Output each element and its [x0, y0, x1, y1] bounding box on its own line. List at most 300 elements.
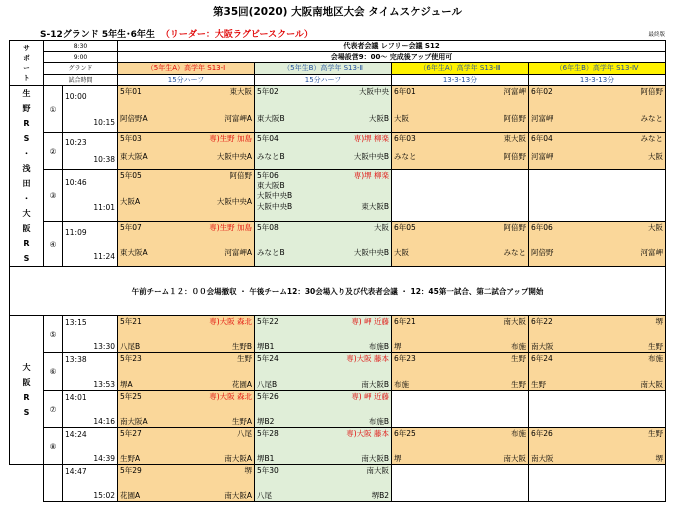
match-header: [529, 428, 665, 439]
match-code: 6年06: [531, 223, 553, 233]
match-teams: [255, 341, 391, 352]
away-team: 大阪: [648, 152, 664, 162]
match-start-time: 14:24: [65, 429, 87, 439]
side-team: みなと: [640, 134, 664, 144]
match-end-time: 14:39: [93, 453, 116, 463]
match-teams: [392, 113, 528, 124]
away-team: 花園A: [231, 380, 253, 389]
side-team: 河富岬: [503, 87, 527, 96]
match-number: [44, 465, 63, 502]
format-s13-1: 15分ハーフ: [118, 75, 255, 86]
match-end-time: 10:15: [93, 117, 116, 127]
match-number: ③: [44, 169, 63, 221]
match-teams: [118, 247, 254, 258]
match-code: 6年21: [394, 317, 416, 326]
match-start-time: 14:01: [65, 392, 87, 402]
home-team: 阿倍野: [531, 248, 554, 258]
match-time: [63, 391, 118, 428]
match-teams: [255, 151, 391, 162]
leader-label: （リーダー：大阪ラグビースクール）: [160, 30, 313, 40]
match-code: 5年05: [120, 170, 142, 180]
side-team-label: 生 野 R S ・ 浅 田 ・ 大 阪 R S: [10, 86, 44, 267]
match-header: [255, 86, 391, 97]
spacer: [529, 439, 665, 453]
setup-note: 会場設営9：00～ 完成後アップ使用可: [118, 52, 666, 63]
spacer: [392, 439, 528, 453]
match-header: [392, 222, 528, 233]
match-header: [392, 133, 528, 144]
match-code: 6年24: [531, 354, 553, 363]
version-label: 最終版: [648, 32, 665, 38]
match-number: ⑤: [44, 316, 63, 353]
away-team: 大阪中央B: [353, 248, 390, 258]
match-end-time: 14:16: [93, 416, 116, 426]
match-cell: [392, 316, 529, 353]
match-end-time: 10:38: [93, 155, 116, 165]
match-teams: [118, 379, 254, 390]
spacer: [255, 144, 391, 151]
home-team: 堺: [394, 454, 402, 463]
match-code: 6年25: [394, 429, 416, 438]
match-cell: [529, 428, 666, 465]
match-code: 5年22: [257, 317, 279, 326]
side-team: 阿倍野: [229, 170, 253, 180]
spacer: [529, 364, 665, 379]
empty-cell: [392, 169, 529, 221]
match-code: 5年29: [120, 466, 142, 475]
away-team: 堺: [655, 454, 664, 463]
spacer: [118, 233, 254, 247]
match-row: [10, 391, 666, 428]
match-start-time: 10:46: [65, 178, 87, 188]
away-team: 南大阪A: [224, 454, 253, 463]
match-cell: [118, 428, 255, 465]
match-time: [63, 316, 118, 353]
spacer: [255, 364, 391, 379]
referee-tag: 専)大阪 藤本: [346, 354, 390, 363]
match-start-time: 11:09: [65, 227, 87, 237]
match-teams: [529, 379, 665, 390]
empty-cell: [529, 465, 666, 502]
side-team: 堺: [655, 317, 664, 326]
match-header: [529, 316, 665, 327]
away-team: 阿倍野: [503, 114, 527, 123]
match-teams: [529, 113, 665, 124]
home-team: 堺B2: [257, 417, 275, 426]
spacer: [392, 144, 528, 151]
match-start-time: 13:38: [65, 354, 87, 364]
match-number: ⑧: [44, 428, 63, 465]
match-code: 6年26: [531, 429, 553, 438]
away-team: 河富岬A: [224, 114, 253, 123]
match-header: [118, 353, 254, 364]
match-number: ①: [44, 86, 63, 133]
match-teams: [529, 453, 665, 464]
match-header: [118, 86, 254, 97]
spacer: [118, 439, 254, 453]
away-team: 南大阪: [640, 380, 664, 389]
home-team: 八尾B: [257, 380, 278, 389]
match-cell: [255, 169, 392, 221]
side-team: 阿倍野: [640, 87, 664, 96]
extra-team-row: [255, 191, 391, 201]
home-team: 河富岬: [531, 152, 554, 162]
spacer: [118, 144, 254, 151]
match-code: 5年06: [257, 170, 279, 180]
away-team: 河富岬A: [224, 248, 253, 258]
match-header: [392, 86, 528, 97]
match-teams: [255, 490, 391, 501]
match-end-time: 15:02: [93, 490, 116, 500]
match-cell: [529, 316, 666, 353]
match-cell: [529, 222, 666, 267]
home-team: 八尾B: [120, 342, 141, 351]
match-cell: [255, 428, 392, 465]
match-time: [63, 133, 118, 169]
match-number: ④: [44, 222, 63, 267]
away-team: 布施: [511, 342, 527, 351]
match-header: [529, 353, 665, 364]
spacer: [118, 364, 254, 379]
page-subtitle: [40, 27, 313, 40]
home-team: 生野A: [120, 454, 141, 463]
match-header: [529, 133, 665, 144]
home-team: 東大阪B: [257, 114, 285, 123]
spacer: [392, 97, 528, 113]
away-team: 生野A: [231, 417, 253, 426]
away-team: 布施B: [368, 342, 390, 351]
away-team: 東大阪B: [361, 201, 390, 211]
match-header: [255, 465, 391, 476]
empty-cell: [529, 391, 666, 428]
match-start-time: 13:15: [65, 317, 87, 327]
support-label: サ ポ ー ト: [10, 41, 44, 86]
format-s13-2: 15分ハーフ: [255, 75, 392, 86]
match-code: 5年24: [257, 354, 279, 363]
home-team: 東大阪A: [120, 248, 148, 258]
match-code: 5年26: [257, 392, 279, 401]
spacer: [118, 327, 254, 341]
match-code: 6年01: [394, 87, 416, 96]
spacer: [392, 233, 528, 247]
match-code: 5年21: [120, 317, 142, 326]
match-row: [10, 169, 666, 221]
match-cell: [255, 316, 392, 353]
match-header: [255, 222, 391, 233]
ground-s13-1: （5年生A）高学年 S13-Ⅰ: [118, 63, 255, 75]
match-header: [255, 316, 391, 327]
match-header: [392, 353, 528, 364]
match-code: 6年23: [394, 354, 416, 363]
match-row: [10, 133, 666, 169]
match-cell: [392, 353, 529, 391]
home-team: 大阪: [394, 248, 410, 258]
match-cell: [255, 391, 392, 428]
home-team: 河富岬: [531, 114, 554, 123]
away-team: 河富岬: [640, 248, 664, 258]
spacer: [118, 476, 254, 490]
match-code: 5年04: [257, 134, 279, 144]
match-teams: [118, 113, 254, 124]
match-teams: [118, 490, 254, 501]
match-header: [255, 170, 391, 181]
time-830: 8:30: [44, 41, 118, 52]
home-team: 大阪中央B: [257, 201, 293, 211]
away-team: 大阪中央B: [353, 152, 390, 162]
match-code: 5年28: [257, 429, 279, 438]
match-teams: [255, 379, 391, 390]
match-cell: [118, 169, 255, 221]
spacer: [255, 327, 391, 341]
match-header: [118, 465, 254, 476]
match-cell: [529, 353, 666, 391]
away-team: 南大阪B: [361, 380, 390, 389]
ground-grade-label: S-12グランド 5年生･6年生: [40, 30, 155, 40]
empty-cell: [529, 169, 666, 221]
match-teams: [529, 151, 665, 162]
ground-s13-3: （6年生A）高学年 S13-Ⅲ: [392, 63, 529, 75]
match-header: [255, 428, 391, 439]
match-header: [255, 391, 391, 402]
match-code: 6年05: [394, 223, 416, 233]
match-cell: [118, 353, 255, 391]
spacer: [255, 97, 391, 113]
away-team: 南大阪: [503, 454, 527, 463]
match-header: [392, 428, 528, 439]
spacer: [529, 144, 665, 151]
referee-tag: 専)大阪 森北: [209, 392, 253, 401]
spacer: [529, 97, 665, 113]
side-team: 八尾: [237, 429, 253, 438]
match-time: [63, 86, 118, 133]
match-teams: [392, 247, 528, 258]
away-team: 阿倍野: [503, 152, 527, 162]
page-title: 第35回(2020) 大阪南地区大会 タイムスケジュール: [213, 6, 462, 18]
blank-side-cell: [10, 465, 44, 502]
noon-note: 午前チーム１２：００会場撤収 ・ 午後チーム12：30会場入り及び代表者会議 ・ 12：45第一試合、第二試合アップ開始: [10, 267, 666, 316]
match-cell: [118, 133, 255, 169]
away-team: みなと: [503, 248, 527, 258]
side-team: 堺: [244, 466, 253, 475]
format-s13-4: 13-3-13分: [529, 75, 666, 86]
match-number: ⑥: [44, 353, 63, 391]
match-time: [63, 353, 118, 391]
match-row: [10, 222, 666, 267]
spacer: [392, 327, 528, 341]
match-header: [255, 353, 391, 364]
side-team: 生野: [237, 354, 253, 363]
match-header: [118, 428, 254, 439]
match-teams: [392, 341, 528, 352]
match-time: [63, 222, 118, 267]
side-team-label: 大 阪 R S: [10, 316, 44, 465]
match-code: 5年03: [120, 134, 142, 144]
home-team: 花園A: [120, 491, 141, 500]
home-team: 堺B1: [257, 342, 275, 351]
away-team: 布施B: [368, 417, 390, 426]
match-teams: [255, 416, 391, 427]
match-code: 5年30: [257, 466, 279, 475]
extra-team-row: [255, 181, 391, 191]
match-cell: [118, 316, 255, 353]
home-team: 堺: [394, 342, 402, 351]
home-team: みなとB: [257, 152, 285, 162]
spacer: [255, 476, 391, 490]
spacer: [529, 233, 665, 247]
match-cell: [392, 86, 529, 133]
match-code: 5年08: [257, 223, 279, 233]
match-header: [529, 222, 665, 233]
away-team: 堺B2: [371, 491, 390, 500]
referee-tag: 専) 岬 近藤: [351, 392, 390, 401]
home-team: 大阪A: [120, 196, 141, 206]
match-code: 6年02: [531, 87, 553, 96]
match-teams: [255, 247, 391, 258]
away-team: 生野B: [231, 342, 253, 351]
match-cell: [392, 133, 529, 169]
home-team: 南大阪A: [120, 417, 148, 426]
match-teams: [392, 151, 528, 162]
match-header: [118, 170, 254, 181]
match-end-time: 13:30: [93, 341, 116, 351]
match-teams: [118, 416, 254, 427]
match-end-time: 11:24: [93, 251, 116, 261]
match-header: [392, 316, 528, 327]
away-team: 大阪中央A: [216, 152, 253, 162]
match-row: [10, 316, 666, 353]
match-code: 5年23: [120, 354, 142, 363]
match-row: [10, 465, 666, 502]
match-teams: [118, 341, 254, 352]
spacer: [118, 97, 254, 113]
extra-team: 大阪中央B: [257, 190, 293, 200]
ground-label: グランド: [44, 63, 118, 75]
format-s13-3: 13-3-13分: [392, 75, 529, 86]
away-team: 南大阪B: [361, 454, 390, 463]
side-team: 大阪: [648, 223, 664, 233]
referee-tag: 専)堺 柳楽: [353, 170, 390, 180]
match-teams: [118, 453, 254, 464]
match-header: [529, 86, 665, 97]
match-code: 5年01: [120, 87, 142, 96]
match-header: [118, 391, 254, 402]
match-teams: [255, 201, 391, 212]
match-header: [255, 133, 391, 144]
spacer: [255, 233, 391, 247]
match-start-time: 10:00: [65, 91, 87, 101]
spacer: [255, 439, 391, 453]
match-number: ②: [44, 133, 63, 169]
home-team: 布施: [394, 380, 410, 389]
referee-tag: 専)生野 加島: [209, 134, 253, 144]
referee-tag: 専)堺 柳楽: [353, 134, 390, 144]
match-header: [118, 133, 254, 144]
match-cell: [255, 465, 392, 502]
match-teams: [255, 453, 391, 464]
match-code: 5年27: [120, 429, 142, 438]
home-team: 堺A: [120, 380, 133, 389]
side-team: 南大阪: [366, 466, 390, 475]
match-cell: [392, 428, 529, 465]
home-team: 阿倍野A: [120, 114, 148, 123]
match-teams: [392, 379, 528, 390]
match-end-time: 11:01: [93, 203, 116, 213]
away-team: 大阪B: [368, 114, 390, 123]
match-cell: [118, 86, 255, 133]
match-cell: [255, 86, 392, 133]
match-time-label: 試合時間: [44, 75, 118, 86]
home-team: 南大阪: [531, 454, 554, 463]
match-start-time: 10:23: [65, 138, 87, 148]
spacer: [118, 402, 254, 416]
spacer: [529, 327, 665, 341]
match-cell: [392, 222, 529, 267]
match-cell: [118, 222, 255, 267]
match-number: ⑦: [44, 391, 63, 428]
home-team: 南大阪: [531, 342, 554, 351]
referee-tag: 専)大阪 藤本: [346, 429, 390, 438]
match-end-time: 13:53: [93, 379, 116, 389]
ground-s13-2: （5年生B）高学年 S13-Ⅱ: [255, 63, 392, 75]
match-row: [10, 86, 666, 133]
time-900: 9:00: [44, 52, 118, 63]
match-teams: [255, 113, 391, 124]
match-code: 6年04: [531, 134, 553, 144]
match-time: [63, 428, 118, 465]
noon-row: [10, 267, 666, 316]
match-time: [63, 465, 118, 502]
side-team: 阿倍野: [503, 223, 527, 233]
match-code: 6年22: [531, 317, 553, 326]
schedule-table: [9, 40, 666, 502]
side-team: 生野: [648, 429, 664, 438]
side-team: 南大阪: [503, 317, 527, 326]
match-cell: [255, 222, 392, 267]
away-team: 生野: [511, 380, 527, 389]
empty-cell: [392, 465, 529, 502]
match-row: [10, 428, 666, 465]
spacer: [255, 402, 391, 416]
match-cell: [529, 133, 666, 169]
home-team: みなとB: [257, 248, 285, 258]
home-team: 生野: [531, 380, 547, 389]
empty-cell: [392, 391, 529, 428]
side-team: 大阪中央: [359, 87, 390, 96]
away-team: みなと: [640, 114, 664, 123]
match-cell: [529, 86, 666, 133]
referee-tag: 専) 岬 近藤: [351, 317, 390, 326]
home-team: 東大阪A: [120, 152, 148, 162]
match-cell: [118, 391, 255, 428]
away-team: 南大阪A: [224, 491, 253, 500]
home-team: みなと: [394, 152, 417, 162]
match-teams: [529, 341, 665, 352]
match-header: [118, 316, 254, 327]
match-row: [10, 353, 666, 391]
referee-tag: 専)大阪 森北: [209, 317, 253, 326]
match-teams: [118, 196, 254, 207]
side-team: 東大阪: [503, 134, 527, 144]
spacer: [392, 364, 528, 379]
side-team: 大阪: [374, 223, 390, 233]
match-code: 5年02: [257, 87, 279, 96]
match-cell: [255, 353, 392, 391]
extra-team: 東大阪B: [257, 180, 285, 190]
home-team: 堺B1: [257, 454, 275, 463]
meeting-note: 代表者会議 レフリー会議 S12: [118, 41, 666, 52]
match-time: [63, 169, 118, 221]
match-header: [118, 222, 254, 233]
